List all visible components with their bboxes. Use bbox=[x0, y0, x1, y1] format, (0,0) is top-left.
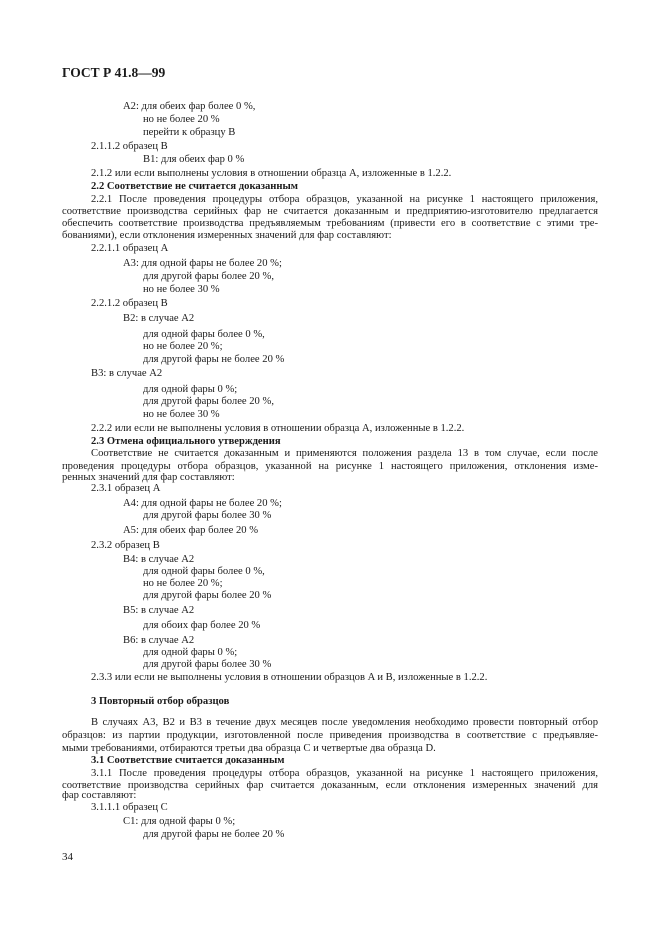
text-line: В случаях A3, B2 и B3 в течение двух месяцев после уведомления необходимо провести повторный отбор bbox=[91, 717, 598, 728]
section-heading: 3.1 Соответствие считается доказанным bbox=[91, 755, 285, 766]
text-line: 3.1.1.1 образец C bbox=[91, 802, 168, 813]
text-line: но не более 30 % bbox=[143, 284, 220, 295]
text-line: 2.1.1.2 образец B bbox=[91, 141, 168, 152]
section-heading: 2.2 Соответствие не считается доказанным bbox=[91, 181, 298, 192]
text-line: для одной фары 0 %; bbox=[143, 647, 238, 658]
text-line: но не более 30 % bbox=[143, 409, 220, 420]
text-line: A4: для одной фары не более 20 %; bbox=[123, 498, 282, 509]
text-line: но не более 20 %; bbox=[143, 578, 223, 589]
text-line: для другой фары более 20 % bbox=[143, 590, 272, 601]
text-line: B6: в случае A2 bbox=[123, 635, 195, 646]
text-line: проведения процедуры отбора образцов, указанной на рисунке 1 настоящего приложения, отклонения изме- bbox=[62, 461, 598, 472]
text-line: 3.1.1 После проведения процедуры отбора образцов, указанной на рисунке 1 настоящего приложения, bbox=[91, 768, 598, 779]
text-line: но не более 20 %; bbox=[143, 341, 223, 352]
text-line: B5: в случае A2 bbox=[123, 605, 195, 616]
text-line: 2.2.1.1 образец A bbox=[91, 243, 169, 254]
text-line: обеспечить соответствие производства предъявляемым требованиям (привести его в соответствие с этими тре- bbox=[62, 218, 598, 229]
text-line: A2: для обеих фар более 0 %, bbox=[123, 101, 256, 112]
text-line: 2.2.1.2 образец B bbox=[91, 298, 168, 309]
text-line: B4: в случае A2 bbox=[123, 554, 195, 565]
text-line: C1: для одной фары 0 %; bbox=[123, 816, 236, 827]
text-line: 2.2.2 или если не выполнены условия в отношении образца A, изложенные в 1.2.2. bbox=[91, 423, 465, 434]
text-line: для другой фары более 20 %, bbox=[143, 271, 274, 282]
text-line: бованиями), если отклонения измеренных значений для фар составляют: bbox=[62, 230, 392, 241]
text-line: соответствие производства серийных фар не считается доказанным и предприятию-изготовителю предлагается bbox=[62, 206, 598, 217]
text-line: для другой фары более 20 %, bbox=[143, 396, 274, 407]
page-number: 34 bbox=[62, 851, 73, 863]
text-line: 2.3.3 или если не выполнены условия в отношении образцов A и B, изложенные в 1.2.2. bbox=[91, 672, 488, 683]
text-line: фар составляют: bbox=[62, 790, 137, 801]
text-line: B1: для обеих фар 0 % bbox=[143, 154, 245, 165]
text-line: для обоих фар более 20 % bbox=[143, 620, 261, 631]
text-line: для другой фары не более 20 % bbox=[143, 829, 285, 840]
text-line: но не более 20 % bbox=[143, 114, 220, 125]
text-line: B3: в случае A2 bbox=[91, 368, 163, 379]
text-line: B2: в случае A2 bbox=[123, 313, 195, 324]
text-line: для одной фары более 0 %, bbox=[143, 566, 265, 577]
text-line: ренных значений для фар составляют: bbox=[62, 472, 235, 483]
section-heading: 2.3 Отмена официального утверждения bbox=[91, 436, 281, 447]
text-line: 2.2.1 После проведения процедуры отбора образцов, указанной на рисунке 1 настоящего приложения, bbox=[91, 194, 598, 205]
text-line: для одной фары более 0 %, bbox=[143, 329, 265, 340]
text-line: перейти к образцу B bbox=[143, 127, 236, 138]
text-line: A5: для обеих фар более 20 % bbox=[123, 525, 259, 536]
text-line: для другой фары более 30 % bbox=[143, 510, 272, 521]
text-line: 2.1.2 или если выполнены условия в отношении образца A, изложенные в 1.2.2. bbox=[91, 168, 452, 179]
text-line: мыми требованиями, отбираются третьи два образца C и четвертые два образца D. bbox=[62, 743, 436, 754]
text-line: 2.3.2 образец B bbox=[91, 540, 160, 551]
text-line: соответствие производства серийных фар считается доказанным, если отклонения измеренных значений для bbox=[62, 780, 598, 791]
document-header: ГОСТ Р 41.8—99 bbox=[62, 65, 166, 80]
text-line: образцов: из партии продукции, изготовленной после приведения производства в соответствие с предъявляе- bbox=[62, 730, 598, 741]
text-line: A3: для одной фары не более 20 %; bbox=[123, 258, 282, 269]
section-heading: 3 Повторный отбор образцов bbox=[91, 696, 230, 707]
text-line: Соответствие не считается доказанным и применяются положения раздела 13 в том случае, если после bbox=[91, 448, 598, 459]
text-line: для одной фары 0 %; bbox=[143, 384, 238, 395]
text-line: для другой фары более 30 % bbox=[143, 659, 272, 670]
text-line: для другой фары не более 20 % bbox=[143, 354, 285, 365]
text-line: 2.3.1 образец A bbox=[91, 483, 161, 494]
